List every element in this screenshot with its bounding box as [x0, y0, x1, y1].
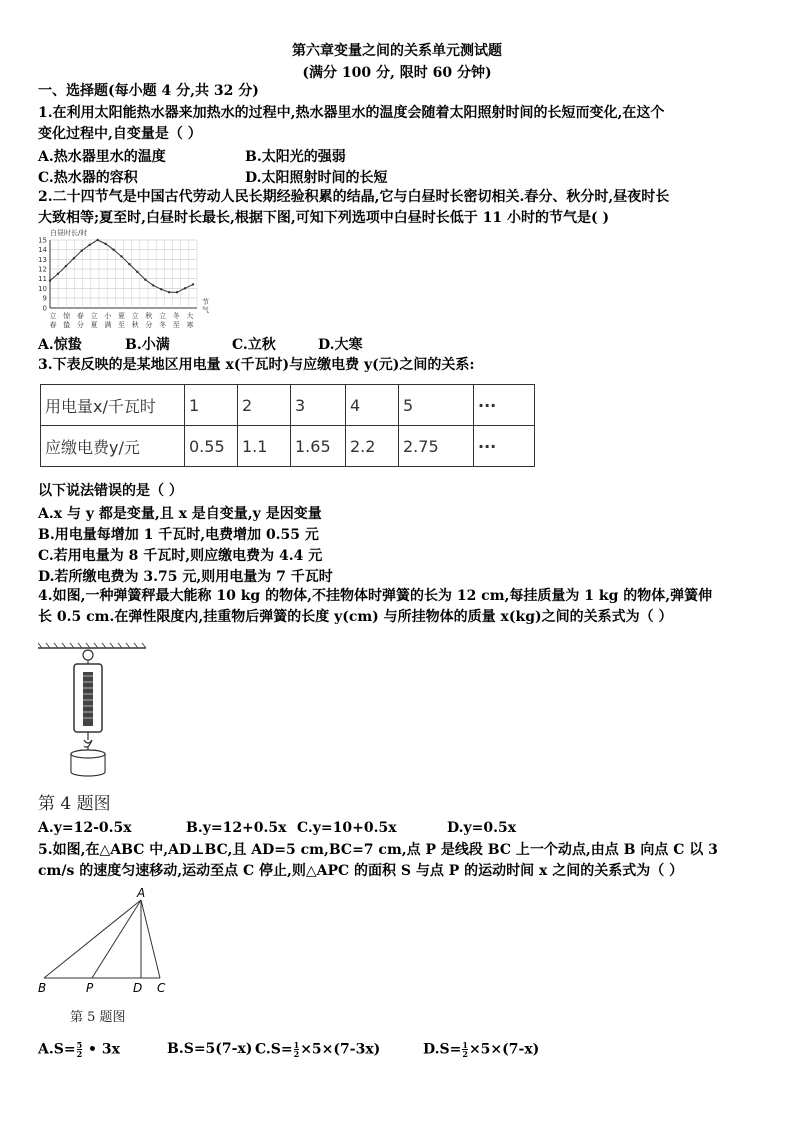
- table-cell: 5: [399, 385, 474, 426]
- table-cell: 3: [291, 385, 346, 426]
- q3-option-d: D.若所缴电费为 3.75 元,则用电量为 7 千瓦时: [38, 569, 333, 585]
- q2-line2: 大致相等;夏至时,白昼时长最长,根据下图,可知下列选项中白昼时长低于 11 小时的节气是( ): [38, 210, 610, 226]
- data-point: [112, 248, 114, 250]
- y-tick-label: 11: [38, 275, 47, 284]
- table-row: [41, 426, 535, 467]
- y-tick-label: 14: [38, 246, 47, 255]
- x-tick-label-bottom: 蛰: [63, 321, 71, 329]
- data-point: [128, 263, 130, 265]
- data-point: [104, 243, 106, 245]
- table-cell: 2: [238, 385, 291, 426]
- data-point: [65, 265, 67, 267]
- vertex-b-label: B: [38, 981, 47, 995]
- fraction: [462, 1041, 468, 1058]
- q1-line1: 1.在利用太阳能热水器来加热水的过程中,热水器里水的温度会随着太阳照射时间的长短而变化,在这个: [38, 105, 665, 121]
- figure-5-caption: 第 5 题图: [70, 1010, 126, 1025]
- x-tick-label-bottom: 分: [145, 321, 153, 329]
- q2-line1: 2.二十四节气是中国古代劳动人民长期经验积累的结晶,它与白昼时长密切相关.春分、秋分时,昼夜时长: [38, 189, 670, 205]
- x-tick-label-bottom: 夏: [90, 321, 98, 329]
- q4-option-d: D.y=0.5x: [447, 820, 517, 836]
- q2-option-d: D.大寒: [318, 337, 363, 353]
- q5-line2: cm/s 的速度匀速移动,运动至点 C 停止,则△APC 的面积 S 与点 P 的运动时间 x 之间的关系式为（ ）: [38, 863, 684, 879]
- q5-option-c-prefix: C.S=: [255, 1041, 293, 1058]
- data-point: [120, 255, 122, 257]
- q3-question: 以下说法错误的是（ ）: [38, 483, 183, 499]
- q5-option-a-prefix: A.S=: [38, 1041, 76, 1058]
- q5-option-a-suffix: • 3x: [83, 1041, 120, 1058]
- figure-4-caption: 第 4 题图: [38, 794, 111, 814]
- data-point: [184, 287, 186, 289]
- data-point: [57, 273, 59, 275]
- spring-scale-figure: [38, 642, 148, 782]
- table-cell: 2.2: [346, 426, 399, 467]
- q4-line1: 4.如图,一种弹簧秤最大能称 10 kg 的物体,不挂物体时弹簧的长为 12 cm,每挂质量为 1 kg 的物体,弹簧伸: [38, 588, 713, 604]
- q5-option-b: B.S=5(7-x): [167, 1041, 253, 1057]
- q1-option-d: D.太阳照射时间的长短: [245, 170, 388, 186]
- chart-xlabel-1: 节: [202, 298, 209, 306]
- fraction-numerator: 5: [76, 1040, 83, 1050]
- section-heading: 一、选择题(每小题 4 分,共 32 分): [38, 83, 259, 99]
- x-tick-label-bottom: 寒: [186, 321, 194, 329]
- table-cell: 1: [185, 385, 238, 426]
- q5-option-d-suffix: ×5×(7-x): [468, 1041, 540, 1058]
- q3-option-a: A.x 与 y 都是变量,且 x 是自变量,y 是因变量: [38, 506, 322, 522]
- y-tick-label: 9: [42, 294, 47, 303]
- x-tick-label-top: 夏: [118, 312, 125, 320]
- q5-option-a: [38, 1041, 120, 1058]
- table-cell: 应缴电费y/元: [41, 426, 185, 467]
- q2-option-a: A.惊蛰: [38, 337, 82, 353]
- daylight-chart: [32, 226, 222, 332]
- q4-option-c: C.y=10+0.5x: [297, 820, 397, 836]
- data-point: [73, 257, 75, 259]
- data-point: [96, 239, 98, 241]
- data-point: [136, 271, 138, 273]
- triangle-figure: [30, 886, 180, 998]
- table-cell: 1.1: [238, 426, 291, 467]
- vertex-c-label: C: [157, 981, 166, 995]
- data-point: [89, 244, 91, 246]
- x-tick-label-top: 冬: [172, 312, 180, 320]
- daylight-curve: [50, 240, 193, 292]
- x-tick-label-top: 立: [131, 312, 139, 320]
- point-p-label: P: [86, 981, 94, 995]
- q3-option-c: C.若用电量为 8 千瓦时,则应缴电费为 4.4 元: [38, 548, 323, 564]
- x-tick-label-top: 秋: [145, 312, 153, 320]
- table-cell: ···: [474, 385, 535, 426]
- q3-line1: 3.下表反映的是某地区用电量 x(千瓦时)与应缴电费 y(元)之间的关系:: [38, 357, 475, 373]
- y-tick-label: 15: [38, 236, 47, 245]
- page-subtitle: (满分 100 分, 限时 60 分钟): [302, 65, 492, 81]
- table-cell: 4: [346, 385, 399, 426]
- fraction-denominator: 2: [293, 1049, 300, 1059]
- electricity-table: [40, 384, 535, 467]
- q4-line2: 长 0.5 cm.在弹性限度内,挂重物后弹簧的长度 y(cm) 与所挂物体的质量 x(kg)之间的关系式为（ ）: [38, 609, 673, 625]
- fraction-numerator: 1: [462, 1040, 468, 1050]
- data-point: [168, 291, 170, 293]
- x-tick-label-bottom: 秋: [131, 321, 139, 329]
- x-tick-label-bottom: 至: [172, 321, 180, 329]
- chart-xlabel-2: 气: [202, 306, 209, 314]
- x-tick-label-top: 立: [90, 312, 98, 320]
- table-cell: 用电量x/千瓦时: [41, 385, 185, 426]
- q1-option-b: B.太阳光的强弱: [245, 149, 346, 165]
- y-tick-label: 13: [38, 255, 47, 264]
- q1-line2: 变化过程中,自变量是（ ）: [38, 126, 202, 142]
- data-point: [144, 278, 146, 280]
- q5-option-c: [255, 1041, 380, 1058]
- fraction: [77, 1041, 83, 1058]
- table-cell: 2.75: [399, 426, 474, 467]
- q2-option-b: B.小满: [125, 337, 170, 353]
- q5-option-c-suffix: ×5×(7-3x): [300, 1041, 381, 1058]
- data-point: [152, 284, 154, 286]
- q2-option-c: C.立秋: [232, 337, 276, 353]
- table-cell: ···: [474, 426, 535, 467]
- y-tick-label: 10: [38, 284, 47, 293]
- chart-ylabel: 白昼时长/时: [50, 229, 88, 237]
- point-d-label: D: [133, 981, 143, 995]
- vertex-a-label: A: [137, 886, 146, 900]
- x-tick-label-bottom: 冬: [159, 321, 167, 329]
- data-point: [81, 249, 83, 251]
- data-point: [176, 291, 178, 293]
- x-tick-label-bottom: 至: [118, 321, 125, 329]
- x-tick-label-bottom: 满: [104, 321, 112, 329]
- table-cell: 0.55: [185, 426, 238, 467]
- x-tick-label-top: 立: [49, 312, 57, 320]
- q3-option-b: B.用电量每增加 1 千瓦时,电费增加 0.55 元: [38, 527, 319, 543]
- q1-option-c: C.热水器的容积: [38, 170, 138, 186]
- q5-option-d: [423, 1041, 539, 1058]
- data-point: [49, 279, 51, 281]
- fraction-denominator: 2: [76, 1049, 83, 1059]
- data-point: [192, 283, 194, 285]
- q5-line1: 5.如图,在△ABC 中,AD⊥BC,且 AD=5 cm,BC=7 cm,点 P 是线段 BC 上一个动点,由点 B 向点 C 以 3: [38, 842, 718, 858]
- x-tick-label-bottom: 春: [49, 321, 57, 329]
- q4-option-b: B.y=12+0.5x: [186, 820, 287, 836]
- q1-option-a: A.热水器里水的温度: [38, 149, 166, 165]
- y-tick-label: 12: [38, 265, 47, 274]
- fraction-denominator: 2: [462, 1049, 468, 1059]
- x-tick-label-top: 大: [186, 312, 194, 320]
- fraction: [294, 1041, 300, 1058]
- x-tick-label-top: 小: [104, 312, 112, 320]
- q4-option-a: A.y=12-0.5x: [38, 820, 132, 836]
- table-cell: 1.65: [291, 426, 346, 467]
- x-tick-label-top: 立: [159, 312, 167, 320]
- x-tick-label-top: 春: [76, 312, 84, 320]
- x-tick-label-bottom: 分: [76, 321, 84, 329]
- fraction-numerator: 1: [293, 1040, 300, 1050]
- q5-option-d-prefix: D.S=: [423, 1041, 462, 1058]
- x-tick-label-top: 惊: [63, 312, 71, 320]
- y-tick-label: 0: [42, 304, 47, 313]
- table-row: [41, 385, 535, 426]
- page-title: 第六章变量之间的关系单元测试题: [292, 43, 502, 59]
- data-point: [160, 288, 162, 290]
